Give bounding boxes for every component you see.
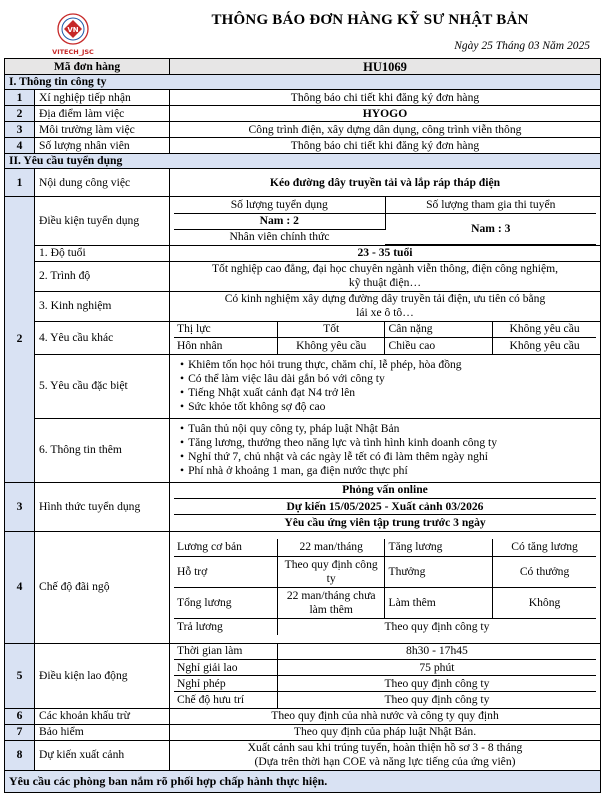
requirement-value: Tốt	[277, 322, 385, 338]
field-label: Điều kiện lao động	[35, 643, 170, 708]
recruit-method-line: Phỏng vấn online	[174, 483, 596, 499]
field-label: 4. Yêu cầu khác	[35, 321, 170, 354]
recruit-employment-type: Nhân viên chính thức	[229, 229, 330, 243]
recruit-quantity-value: Nam : 2	[174, 213, 385, 229]
requirement-value: Không yêu cầu	[493, 322, 596, 338]
company-logo	[40, 8, 106, 60]
row-number: 2	[5, 197, 35, 483]
field-label: Môi trường làm việc	[35, 122, 170, 138]
list-item: • Tăng lương, thưởng theo năng lực và tình hình kinh doanh công ty	[180, 436, 596, 450]
list-item: • Phí nhà ở khoảng 1 man, ga điện nước thực phí	[180, 464, 596, 478]
list-item: • Có thể làm việc lâu dài gắn bó với công ty	[180, 372, 596, 386]
condition-name: Nghỉ giải lao	[174, 660, 277, 676]
recruit-method-table	[174, 483, 596, 531]
table-row	[5, 291, 601, 321]
field-value: Kéo đường dây truyền tải và lắp ráp tháp điện	[170, 169, 601, 197]
other-requirements-cell	[170, 321, 601, 354]
departure-cell	[170, 740, 601, 770]
row-number: 8	[5, 740, 35, 770]
table-row	[5, 740, 601, 770]
order-table	[4, 58, 601, 793]
recruit-method-cell	[170, 482, 601, 531]
footer-row	[5, 770, 601, 792]
row-number: 7	[5, 724, 35, 740]
list-item: • Tiếng Nhật xuất cảnh đạt N4 trở lên	[180, 386, 596, 400]
benefit-name: Tăng lương	[385, 539, 493, 556]
benefit-name: Thưởng	[385, 556, 493, 587]
field-value: Theo quy định của pháp luật Nhật Bản.	[170, 724, 601, 740]
document-header	[0, 0, 604, 60]
other-requirements-table	[174, 322, 596, 354]
benefit-value: Có tăng lương	[493, 539, 596, 556]
field-label: 6. Thông tin thêm	[35, 418, 170, 482]
recruit-quantity-header: Số lượng tuyển dụng	[174, 197, 385, 213]
condition-value: Theo quy định công ty	[384, 692, 490, 706]
field-label: Nội dung công việc	[35, 169, 170, 197]
field-label: Chế độ đãi ngộ	[35, 531, 170, 643]
requirement-name: Thị lực	[174, 322, 277, 338]
row-number: 1	[5, 169, 35, 197]
requirement-name: Cân nặng	[385, 322, 493, 338]
apply-quantity-header: Số lượng tham gia thi tuyển	[385, 197, 596, 213]
row-number: 2	[5, 106, 35, 122]
section-1-title-row	[5, 75, 601, 90]
table-row	[5, 531, 601, 643]
row-number: 3	[5, 482, 35, 531]
footer-note: Yêu cầu các phòng ban nắm rõ phối hợp chấp hành thực hiện.	[5, 770, 601, 792]
row-number: 3	[5, 122, 35, 138]
field-value: Thông báo chi tiết khi đăng ký đơn hàng	[170, 90, 601, 106]
condition-name: Thời gian làm	[174, 644, 277, 660]
section-1-title: I. Thông tin công ty	[5, 75, 601, 90]
field-label: 5. Yêu cầu đặc biệt	[35, 354, 170, 418]
field-label: 2. Trình độ	[35, 261, 170, 291]
table-row	[5, 90, 601, 106]
extra-info-list	[174, 422, 596, 478]
order-code-label: Mã đơn hàng	[5, 59, 170, 75]
section-2-title: II. Yêu cầu tuyển dụng	[5, 154, 601, 169]
list-item: • Khiêm tốn học hỏi trung thực, chăm chỉ, lễ phép, hòa đồng	[180, 358, 596, 372]
field-label: Dự kiến xuất cảnh	[35, 740, 170, 770]
requirement-name: Hôn nhân	[174, 338, 277, 354]
recruit-quantity-cell	[170, 197, 601, 246]
benefits-table	[174, 539, 596, 635]
work-conditions-table	[174, 644, 596, 708]
requirement-value: Không yêu cầu	[277, 338, 385, 354]
condition-name: Chế độ hưu trí	[174, 692, 277, 708]
table-row	[5, 482, 601, 531]
row-number: 4	[5, 531, 35, 643]
table-row	[5, 106, 601, 122]
logo-text: VITECH_JSC	[52, 48, 94, 56]
condition-name: Nghỉ phép	[174, 676, 277, 692]
field-label: Hình thức tuyển dụng	[35, 482, 170, 531]
list-item: • Tuân thủ nội quy công ty, pháp luật Nhật Bản	[180, 422, 596, 436]
benefit-name: Lương cơ bản	[174, 539, 277, 556]
table-row	[5, 643, 601, 708]
departure-line: Xuất cảnh sau khi trúng tuyển, hoàn thiện hồ sơ 3 - 8 tháng	[247, 741, 523, 754]
apply-quantity-value: Nam : 3	[385, 213, 596, 244]
row-number: 5	[5, 643, 35, 708]
table-row	[5, 122, 601, 138]
condition-value: 75 phút	[277, 660, 596, 676]
table-row	[5, 708, 601, 724]
order-code-value: HU1069	[170, 59, 601, 75]
row-number: 1	[5, 90, 35, 106]
special-requirements-list	[174, 358, 596, 414]
benefit-name: Tổng lương	[174, 587, 277, 618]
requirement-value: Không yêu cầu	[509, 338, 580, 352]
condition-value: Theo quy định công ty	[277, 676, 596, 692]
extra-info-list-cell	[170, 418, 601, 482]
benefit-name: Làm thêm	[385, 587, 493, 618]
document-title: THÔNG BÁO ĐƠN HÀNG KỸ SƯ NHẬT BẢN	[211, 12, 529, 28]
row-number: 4	[5, 138, 35, 154]
benefit-value: 22 man/tháng chưa làm thêm	[277, 587, 385, 618]
field-label: Số lượng nhân viên	[35, 138, 170, 154]
salary-payment-label: Trả lương	[174, 618, 277, 635]
recruit-method-line: Dự kiến 15/05/2025 - Xuất cảnh 03/2026	[174, 499, 596, 515]
field-label: 3. Kinh nghiệm	[35, 291, 170, 321]
table-row	[5, 169, 601, 197]
field-label: Địa điểm làm việc	[35, 106, 170, 122]
requirement-name: Chiều cao	[385, 338, 493, 354]
table-row	[5, 354, 601, 418]
field-value: Thông báo chi tiết khi đăng ký đơn hàng	[170, 138, 601, 154]
list-item: • Sức khỏe tốt không sợ độ cao	[180, 400, 596, 414]
benefits-cell	[170, 531, 601, 643]
field-value: Tốt nghiệp cao đẳng, đại học chuyên ngành viễn thông, điện công nghiệm, kỹ thuật điện…	[170, 261, 601, 291]
recruit-conditions-row	[5, 197, 601, 246]
row-number: 6	[5, 708, 35, 724]
field-value: 23 - 35 tuổi	[170, 245, 601, 261]
benefit-value: 22 man/tháng	[277, 539, 385, 556]
field-label: Các khoản khấu trừ	[35, 708, 170, 724]
table-row	[5, 245, 601, 261]
table-row	[5, 321, 601, 354]
recruit-method-line: Yêu cầu ứng viên tập trung trước 3 ngày	[284, 515, 486, 529]
table-row	[5, 418, 601, 482]
benefit-value: Không	[493, 587, 596, 618]
work-conditions-cell	[170, 643, 601, 708]
recruit-quantity-table	[174, 197, 596, 245]
document-date: Ngày 25 Tháng 03 Năm 2025	[454, 40, 590, 52]
special-requirements-list-cell	[170, 354, 601, 418]
order-code-row	[5, 59, 601, 75]
field-label: Bảo hiểm	[35, 724, 170, 740]
section-2-title-row	[5, 154, 601, 169]
salary-payment-value: Theo quy định công ty	[384, 619, 490, 633]
benefit-value: Theo quy định công ty	[277, 556, 385, 587]
benefit-name: Hỗ trợ	[174, 556, 277, 587]
field-value: Theo quy định của nhà nước và công ty quy định	[170, 708, 601, 724]
field-label: 1. Độ tuổi	[35, 245, 170, 261]
departure-note: (Dựa trên thời hạn COE và năng lực tiếng của ứng viên)	[254, 755, 516, 768]
field-label: Xí nghiệp tiếp nhận	[35, 90, 170, 106]
field-value: Có kinh nghiệm xây dựng đường dây truyền tải điện, ưu tiên có bằng lái xe ô tô…	[170, 291, 601, 321]
list-item: • Nghỉ thứ 7, chủ nhật và các ngày lễ tết có đi làm thêm ngày nghỉ	[180, 450, 596, 464]
field-value: HYOGO	[170, 106, 601, 122]
svg-text:VN: VN	[67, 26, 79, 34]
benefit-value: Có thưởng	[493, 556, 596, 587]
field-label: Điều kiện tuyển dụng	[35, 197, 170, 246]
table-row	[5, 724, 601, 740]
condition-value: 8h30 - 17h45	[277, 644, 596, 660]
table-row	[5, 261, 601, 291]
table-row	[5, 138, 601, 154]
field-value: Công trình điện, xây dựng dân dụng, công trình viễn thông	[170, 122, 601, 138]
